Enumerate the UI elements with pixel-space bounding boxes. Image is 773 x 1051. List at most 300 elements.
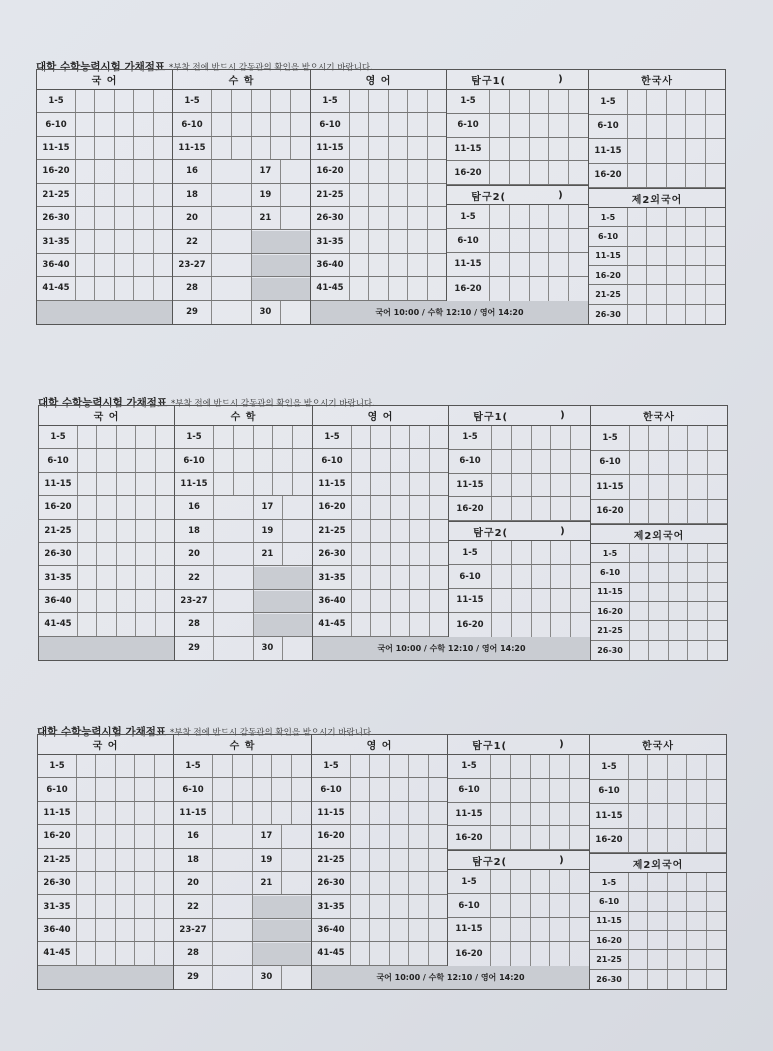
answer-box[interactable] — [490, 779, 510, 802]
answer-box[interactable] — [685, 139, 704, 163]
answer-box[interactable] — [685, 285, 704, 303]
answer-box[interactable] — [511, 589, 531, 612]
answer-box[interactable] — [428, 872, 447, 894]
answer-box[interactable] — [271, 802, 291, 824]
answer-box[interactable] — [569, 918, 589, 941]
answer-box[interactable] — [153, 254, 172, 276]
answer-box[interactable] — [707, 544, 726, 562]
answer-box[interactable] — [134, 872, 153, 894]
answer-box[interactable] — [407, 113, 426, 135]
answer-box[interactable] — [627, 208, 646, 226]
answer-box[interactable] — [531, 426, 551, 449]
answer-box[interactable] — [351, 496, 370, 518]
answer-box[interactable] — [531, 474, 551, 497]
answer-box[interactable] — [370, 543, 389, 565]
answer-box[interactable] — [369, 778, 388, 800]
answer-box[interactable] — [155, 473, 174, 495]
answer-box[interactable] — [270, 113, 290, 135]
answer-box[interactable] — [370, 473, 389, 495]
answer-box[interactable] — [629, 500, 648, 524]
answer-box[interactable] — [409, 473, 428, 495]
answer-box[interactable] — [369, 849, 388, 871]
answer-box[interactable] — [705, 164, 724, 188]
answer-box[interactable] — [409, 520, 428, 542]
answer-box[interactable] — [685, 227, 704, 245]
answer-box[interactable] — [408, 778, 427, 800]
answer-box[interactable] — [548, 114, 568, 137]
answer-box[interactable] — [76, 778, 95, 800]
answer-box[interactable] — [686, 931, 705, 949]
answer-box[interactable] — [370, 449, 389, 471]
answer-box[interactable] — [686, 892, 705, 910]
answer-box[interactable] — [627, 285, 646, 303]
answer-box[interactable] — [351, 426, 370, 448]
answer-box[interactable] — [153, 90, 172, 112]
answer-box[interactable] — [685, 247, 704, 265]
answer-box[interactable] — [155, 613, 174, 635]
answer-box[interactable] — [628, 829, 647, 853]
answer-box[interactable] — [114, 137, 133, 159]
answer-box[interactable] — [134, 802, 153, 824]
answer-box[interactable] — [570, 589, 590, 612]
answer-box[interactable] — [628, 912, 647, 930]
answer-box[interactable] — [428, 778, 447, 800]
answer-box[interactable] — [646, 305, 665, 324]
answer-box[interactable] — [115, 825, 134, 847]
answer-box[interactable] — [668, 621, 687, 639]
answer-box[interactable] — [272, 449, 292, 471]
answer-box[interactable] — [628, 780, 647, 804]
answer-box[interactable] — [114, 113, 133, 135]
answer-box[interactable] — [370, 566, 389, 588]
answer-box[interactable] — [549, 894, 569, 917]
answer-box[interactable] — [511, 474, 531, 497]
answer-box[interactable] — [370, 426, 389, 448]
answer-box[interactable] — [390, 543, 409, 565]
answer-box[interactable] — [629, 621, 648, 639]
answer-box[interactable] — [510, 803, 530, 826]
answer-box[interactable] — [370, 496, 389, 518]
answer-box[interactable] — [407, 90, 426, 112]
answer-box[interactable] — [407, 160, 426, 182]
answer-box[interactable] — [648, 641, 667, 660]
answer-box[interactable] — [489, 90, 509, 113]
answer-box[interactable] — [687, 544, 706, 562]
answer-box[interactable] — [666, 164, 685, 188]
answer-box[interactable] — [369, 825, 388, 847]
answer-box[interactable] — [253, 473, 273, 495]
answer-box[interactable] — [666, 90, 685, 114]
answer-box[interactable] — [214, 543, 253, 566]
answer-box[interactable] — [251, 90, 271, 112]
answer-box[interactable] — [212, 277, 251, 300]
answer-box[interactable] — [629, 641, 648, 660]
answer-box[interactable] — [94, 137, 113, 159]
answer-box[interactable] — [96, 543, 115, 565]
answer-box[interactable] — [706, 804, 725, 828]
answer-box[interactable] — [646, 90, 665, 114]
answer-box[interactable] — [707, 641, 726, 660]
answer-box[interactable] — [388, 160, 407, 182]
answer-box[interactable] — [530, 894, 550, 917]
answer-box[interactable] — [629, 602, 648, 620]
answer-box[interactable] — [428, 919, 447, 941]
answer-box[interactable] — [271, 755, 291, 777]
answer-box[interactable] — [529, 161, 549, 184]
answer-box[interactable] — [510, 942, 530, 966]
answer-box[interactable] — [530, 755, 550, 778]
answer-box[interactable] — [349, 113, 368, 135]
answer-box[interactable] — [77, 566, 96, 588]
answer-box[interactable] — [388, 254, 407, 276]
answer-box[interactable] — [685, 266, 704, 284]
answer-box[interactable] — [232, 802, 252, 824]
answer-box[interactable] — [75, 277, 94, 299]
answer-box[interactable] — [685, 305, 704, 324]
answer-box[interactable] — [351, 473, 370, 495]
answer-box[interactable] — [291, 778, 311, 800]
answer-box[interactable] — [668, 641, 687, 660]
answer-box[interactable] — [388, 230, 407, 252]
answer-box[interactable] — [271, 778, 291, 800]
answer-box[interactable] — [531, 497, 551, 520]
answer-box[interactable] — [134, 942, 153, 964]
answer-box[interactable] — [647, 950, 666, 968]
answer-box[interactable] — [510, 779, 530, 802]
answer-box[interactable] — [628, 970, 647, 989]
answer-box[interactable] — [429, 473, 448, 495]
answer-box[interactable] — [648, 426, 667, 450]
answer-box[interactable] — [388, 207, 407, 229]
answer-box[interactable] — [686, 970, 705, 989]
answer-box[interactable] — [291, 802, 311, 824]
answer-box[interactable] — [549, 918, 569, 941]
answer-box[interactable] — [390, 496, 409, 518]
answer-box[interactable] — [154, 825, 173, 847]
answer-box[interactable] — [705, 285, 724, 303]
answer-box[interactable] — [409, 426, 428, 448]
answer-box[interactable] — [530, 803, 550, 826]
answer-box[interactable] — [548, 277, 568, 301]
answer-box[interactable] — [407, 230, 426, 252]
answer-box[interactable] — [687, 583, 706, 601]
answer-box[interactable] — [212, 802, 232, 824]
answer-box[interactable] — [705, 266, 724, 284]
answer-box[interactable] — [95, 825, 114, 847]
answer-box[interactable] — [687, 475, 706, 499]
answer-box[interactable] — [135, 590, 154, 612]
answer-box[interactable] — [214, 590, 253, 613]
answer-box[interactable] — [489, 161, 509, 184]
answer-box[interactable] — [668, 451, 687, 475]
answer-box[interactable] — [407, 137, 426, 159]
answer-box[interactable] — [628, 892, 647, 910]
answer-box[interactable] — [213, 449, 233, 471]
answer-box[interactable] — [94, 277, 113, 299]
answer-box[interactable] — [568, 90, 588, 113]
answer-box[interactable] — [667, 931, 686, 949]
answer-box[interactable] — [530, 826, 550, 849]
answer-box[interactable] — [489, 277, 509, 301]
answer-box[interactable] — [510, 826, 530, 849]
answer-box[interactable] — [409, 496, 428, 518]
answer-box[interactable] — [368, 160, 387, 182]
answer-box[interactable] — [705, 227, 724, 245]
answer-box[interactable] — [134, 755, 153, 777]
answer-box[interactable] — [351, 613, 370, 635]
answer-box[interactable] — [213, 895, 252, 918]
answer-box[interactable] — [627, 164, 646, 188]
answer-box[interactable] — [629, 563, 648, 581]
answer-box[interactable] — [491, 613, 511, 637]
answer-box[interactable] — [707, 475, 726, 499]
answer-box[interactable] — [629, 426, 648, 450]
answer-box[interactable] — [408, 872, 427, 894]
answer-box[interactable] — [511, 497, 531, 520]
answer-box[interactable] — [369, 802, 388, 824]
answer-box[interactable] — [629, 583, 648, 601]
answer-box[interactable] — [211, 137, 231, 159]
answer-box[interactable] — [135, 473, 154, 495]
answer-box[interactable] — [390, 566, 409, 588]
answer-box[interactable] — [96, 449, 115, 471]
answer-box[interactable] — [687, 426, 706, 450]
answer-box[interactable] — [290, 90, 310, 112]
answer-box[interactable] — [408, 849, 427, 871]
answer-box[interactable] — [409, 543, 428, 565]
answer-box[interactable] — [531, 589, 551, 612]
answer-box[interactable] — [667, 780, 686, 804]
answer-box[interactable] — [686, 873, 705, 891]
answer-box[interactable] — [154, 942, 173, 964]
answer-box[interactable] — [568, 138, 588, 161]
answer-box[interactable] — [213, 825, 252, 848]
answer-box[interactable] — [570, 497, 590, 520]
answer-box[interactable] — [648, 544, 667, 562]
answer-box[interactable] — [706, 970, 725, 989]
answer-box[interactable] — [687, 500, 706, 524]
answer-box[interactable] — [115, 849, 134, 871]
answer-box[interactable] — [135, 566, 154, 588]
answer-box[interactable] — [211, 90, 231, 112]
answer-box[interactable] — [77, 449, 96, 471]
answer-box[interactable] — [511, 565, 531, 588]
answer-box[interactable] — [349, 90, 368, 112]
answer-box[interactable] — [115, 942, 134, 964]
answer-box[interactable] — [706, 780, 725, 804]
answer-box[interactable] — [705, 305, 724, 324]
answer-box[interactable] — [369, 895, 388, 917]
answer-box[interactable] — [350, 942, 369, 964]
answer-box[interactable] — [530, 942, 550, 966]
answer-box[interactable] — [667, 912, 686, 930]
answer-box[interactable] — [511, 426, 531, 449]
answer-box[interactable] — [155, 590, 174, 612]
answer-box[interactable] — [490, 918, 510, 941]
answer-box[interactable] — [291, 755, 311, 777]
answer-box[interactable] — [667, 873, 686, 891]
answer-box[interactable] — [529, 90, 549, 113]
answer-box[interactable] — [349, 254, 368, 276]
answer-box[interactable] — [232, 778, 252, 800]
answer-box[interactable] — [489, 253, 509, 276]
answer-box[interactable] — [529, 253, 549, 276]
answer-box[interactable] — [529, 277, 549, 301]
answer-box[interactable] — [491, 541, 511, 564]
answer-box[interactable] — [647, 892, 666, 910]
answer-box[interactable] — [370, 590, 389, 612]
answer-box[interactable] — [94, 160, 113, 182]
answer-box[interactable] — [96, 426, 115, 448]
answer-box[interactable] — [213, 426, 233, 448]
answer-box[interactable] — [349, 184, 368, 206]
answer-box[interactable] — [686, 804, 705, 828]
answer-box[interactable] — [214, 637, 253, 660]
answer-box[interactable] — [666, 266, 685, 284]
answer-box[interactable] — [648, 563, 667, 581]
answer-box[interactable] — [706, 912, 725, 930]
answer-box[interactable] — [292, 449, 312, 471]
answer-box[interactable] — [214, 613, 253, 636]
answer-box[interactable] — [408, 825, 427, 847]
answer-box[interactable] — [531, 541, 551, 564]
answer-box[interactable] — [569, 755, 589, 778]
answer-box[interactable] — [668, 544, 687, 562]
answer-box[interactable] — [509, 253, 529, 276]
answer-box[interactable] — [390, 449, 409, 471]
answer-box[interactable] — [627, 90, 646, 114]
answer-box[interactable] — [490, 942, 510, 966]
answer-box[interactable] — [707, 500, 726, 524]
answer-box[interactable] — [427, 254, 446, 276]
answer-box[interactable] — [134, 778, 153, 800]
answer-box[interactable] — [687, 563, 706, 581]
answer-box[interactable] — [232, 755, 252, 777]
answer-box[interactable] — [133, 230, 152, 252]
answer-box[interactable] — [548, 138, 568, 161]
answer-box[interactable] — [427, 230, 446, 252]
answer-box[interactable] — [153, 160, 172, 182]
answer-box[interactable] — [706, 950, 725, 968]
answer-box[interactable] — [685, 90, 704, 114]
answer-box[interactable] — [407, 184, 426, 206]
answer-box[interactable] — [368, 277, 387, 299]
answer-box[interactable] — [666, 139, 685, 163]
answer-box[interactable] — [153, 113, 172, 135]
answer-box[interactable] — [75, 254, 94, 276]
answer-box[interactable] — [648, 621, 667, 639]
answer-box[interactable] — [153, 137, 172, 159]
answer-box[interactable] — [154, 755, 173, 777]
answer-box[interactable] — [511, 541, 531, 564]
answer-box[interactable] — [627, 115, 646, 139]
answer-box[interactable] — [668, 500, 687, 524]
answer-box[interactable] — [429, 496, 448, 518]
answer-box[interactable] — [251, 137, 271, 159]
answer-box[interactable] — [212, 230, 251, 253]
answer-box[interactable] — [212, 254, 251, 277]
answer-box[interactable] — [95, 895, 114, 917]
answer-box[interactable] — [252, 778, 272, 800]
answer-box[interactable] — [388, 137, 407, 159]
answer-box[interactable] — [95, 755, 114, 777]
answer-box[interactable] — [666, 227, 685, 245]
answer-box[interactable] — [627, 227, 646, 245]
answer-box[interactable] — [569, 803, 589, 826]
answer-box[interactable] — [251, 113, 271, 135]
answer-box[interactable] — [491, 426, 511, 449]
answer-box[interactable] — [77, 590, 96, 612]
answer-box[interactable] — [76, 895, 95, 917]
answer-box[interactable] — [351, 520, 370, 542]
answer-box[interactable] — [154, 872, 173, 894]
answer-box[interactable] — [569, 826, 589, 849]
answer-box[interactable] — [686, 755, 705, 779]
answer-box[interactable] — [427, 90, 446, 112]
answer-box[interactable] — [549, 755, 569, 778]
answer-box[interactable] — [155, 566, 174, 588]
answer-box[interactable] — [550, 474, 570, 497]
answer-box[interactable] — [134, 895, 153, 917]
answer-box[interactable] — [686, 912, 705, 930]
answer-box[interactable] — [570, 450, 590, 473]
answer-box[interactable] — [407, 277, 426, 299]
answer-box[interactable] — [116, 496, 135, 518]
answer-box[interactable] — [212, 160, 251, 183]
answer-box[interactable] — [116, 426, 135, 448]
answer-box[interactable] — [568, 205, 588, 228]
answer-box[interactable] — [408, 802, 427, 824]
answer-box[interactable] — [388, 184, 407, 206]
answer-box[interactable] — [509, 277, 529, 301]
answer-box[interactable] — [368, 207, 387, 229]
answer-box[interactable] — [94, 207, 113, 229]
answer-box[interactable] — [646, 139, 665, 163]
answer-box[interactable] — [428, 825, 447, 847]
answer-box[interactable] — [685, 115, 704, 139]
answer-box[interactable] — [155, 496, 174, 518]
answer-box[interactable] — [627, 139, 646, 163]
answer-box[interactable] — [667, 892, 686, 910]
answer-box[interactable] — [154, 802, 173, 824]
answer-box[interactable] — [428, 849, 447, 871]
answer-box[interactable] — [95, 849, 114, 871]
answer-box[interactable] — [427, 184, 446, 206]
answer-box[interactable] — [213, 849, 252, 872]
answer-box[interactable] — [290, 137, 310, 159]
answer-box[interactable] — [351, 449, 370, 471]
answer-box[interactable] — [666, 285, 685, 303]
answer-box[interactable] — [369, 872, 388, 894]
answer-box[interactable] — [115, 872, 134, 894]
answer-box[interactable] — [548, 90, 568, 113]
answer-box[interactable] — [628, 755, 647, 779]
answer-box[interactable] — [212, 778, 232, 800]
answer-box[interactable] — [529, 205, 549, 228]
answer-box[interactable] — [427, 113, 446, 135]
answer-box[interactable] — [570, 613, 590, 637]
answer-box[interactable] — [368, 184, 387, 206]
answer-box[interactable] — [705, 90, 724, 114]
answer-box[interactable] — [705, 247, 724, 265]
answer-box[interactable] — [491, 474, 511, 497]
answer-box[interactable] — [409, 449, 428, 471]
answer-box[interactable] — [548, 229, 568, 252]
answer-box[interactable] — [349, 277, 368, 299]
answer-box[interactable] — [548, 253, 568, 276]
answer-box[interactable] — [95, 778, 114, 800]
answer-box[interactable] — [388, 277, 407, 299]
